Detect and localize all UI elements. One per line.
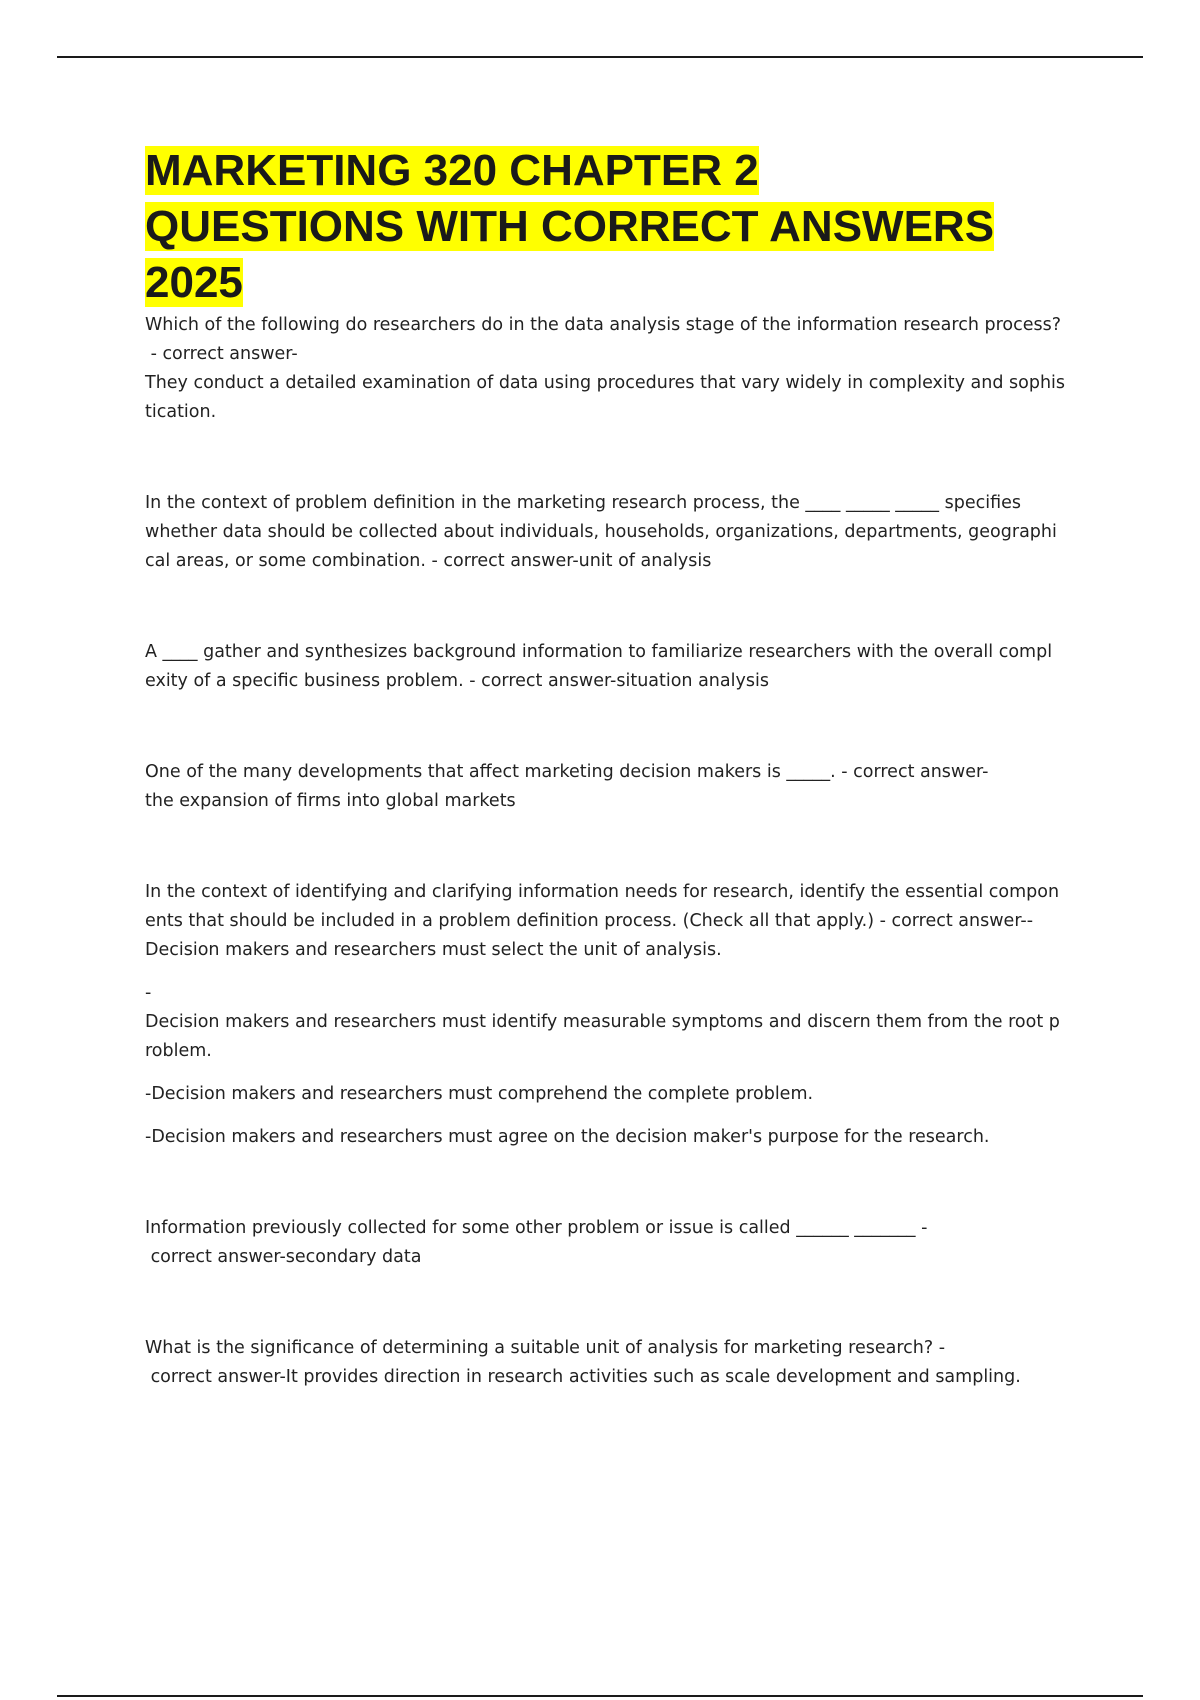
footer-rule <box>57 1695 1143 1697</box>
qa-line: In the context of problem definition in the marketing research process, the ____ _____ _____ specifies <box>145 493 1021 513</box>
qa-answer-option: -Decision makers and researchers must agree on the decision maker's purpose for the research. <box>145 1127 990 1147</box>
qa-item <box>145 638 1095 696</box>
qa-line: In the context of identifying and clarifying information needs for research, identify the essential compon <box>145 882 1060 902</box>
header-rule <box>57 56 1143 58</box>
document-body <box>145 143 1095 1392</box>
qa-line: What is the significance of determining a suitable unit of analysis for marketing research? - <box>145 1338 946 1358</box>
qa-line: A ____ gather and synthesizes background information to familiarize researchers with the overall compl <box>145 642 1053 662</box>
title-line: MARKETING 320 CHAPTER 2 <box>145 146 759 195</box>
qa-item <box>145 311 1095 427</box>
title-line: 2025 <box>145 258 243 307</box>
document-title <box>145 143 1095 311</box>
qa-item <box>145 1214 1095 1272</box>
qa-item <box>145 1334 1095 1392</box>
qa-line: Decision makers and researchers must select the unit of analysis. <box>145 940 722 960</box>
qa-answer-option: -Decision makers and researchers must comprehend the complete problem. <box>145 1084 814 1104</box>
qa-line: Which of the following do researchers do in the data analysis stage of the information research process? <box>145 315 1062 335</box>
qa-line: cal areas, or some combination. - correct answer-unit of analysis <box>145 551 712 571</box>
qa-line: whether data should be collected about individuals, households, organizations, departments, geographi <box>145 522 1057 542</box>
qa-line: correct answer-secondary data <box>145 1247 422 1267</box>
qa-line: correct answer-It provides direction in research activities such as scale development and sampling. <box>145 1367 1021 1387</box>
qa-answer-option: - Decision makers and researchers must identify measurable symptoms and discern them from the root p roblem. <box>145 983 1060 1061</box>
qa-line: - correct answer- <box>145 344 298 364</box>
qa-item <box>145 758 1095 816</box>
qa-line: Information previously collected for some other problem or issue is called ______ _______ - <box>145 1218 928 1238</box>
qa-line: exity of a specific business problem. - correct answer-situation analysis <box>145 671 769 691</box>
title-line: QUESTIONS WITH CORRECT ANSWERS <box>145 202 995 251</box>
qa-line: One of the many developments that affect marketing decision makers is _____. - correct answer- <box>145 762 989 782</box>
qa-item <box>145 489 1095 576</box>
qa-line: ents that should be included in a problem definition process. (Check all that apply.) - correct answer-- <box>145 911 1034 931</box>
qa-line: the expansion of firms into global markets <box>145 791 516 811</box>
qa-line: They conduct a detailed examination of data using procedures that vary widely in complexity and sophis <box>145 373 1066 393</box>
qa-line: tication. <box>145 402 217 422</box>
qa-item <box>145 878 1095 1152</box>
